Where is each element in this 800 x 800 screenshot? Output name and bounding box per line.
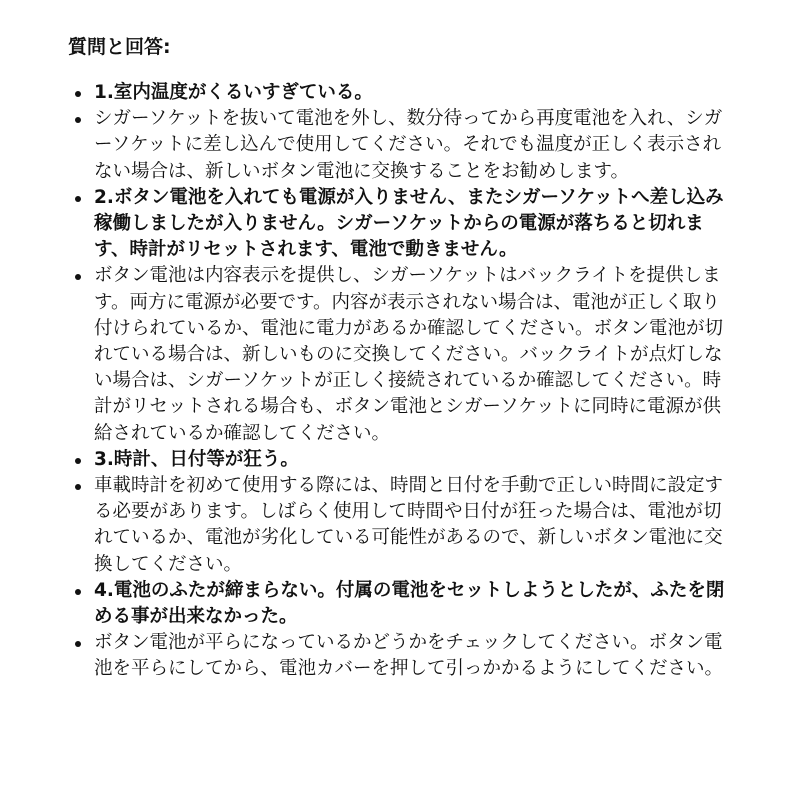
bullet-icon <box>75 641 81 647</box>
answer-text: ボタン電池が平らになっているかどうかをチェックしてください。ボタン電池を平らにしてから、電池カバーを押して引っかかるようにしてください。 <box>94 632 724 680</box>
bullet-icon <box>75 589 81 595</box>
faq-question-2 <box>68 185 738 264</box>
answer-text: 車載時計を初めて使用する際には、時間と日付を手動で正しい時間に設定する必要があります。しばらく使用して時間や日付が狂った場合は、電池が切れているか、電池が劣化している可能性があるので、新しいボタン電池に交換してください。 <box>94 475 724 575</box>
faq-question-3 <box>68 447 738 473</box>
bullet-icon <box>75 91 81 97</box>
bullet-icon <box>75 274 81 280</box>
question-text: 3.時計、日付等が狂う。 <box>94 448 299 470</box>
question-text: 4.電池のふたが締まらない。付属の電池をセットしようとしたが、ふたを閉める事が出来なかった。 <box>94 579 725 628</box>
question-text: 1.室内温度がくるいすぎている。 <box>94 82 373 103</box>
faq-answer-2 <box>68 263 738 446</box>
bullet-icon <box>75 458 81 464</box>
faq-answer-3 <box>68 473 738 578</box>
question-text: 2.ボタン電池を入れても電源が入りません、またシガーソケットへ差し込み稼働しましたが入りません。シガーソケットからの電源が落ちると切れます、時計がリセットされます、電池で動きません。 <box>94 186 724 261</box>
faq-list <box>68 80 738 683</box>
faq-question-1 <box>68 80 738 106</box>
answer-text: ボタン電池は内容表示を提供し、シガーソケットはバックライトを提供します。両方に電源が必要です。内容が表示されない場合は、電池が正しく取り付けられているか、電池に電力があるか確認してください。ボタン電池が切れている場合は、新しいものに交換してください。バックライトが点灯しない場合は、シガーソケットが正しく接続されているか確認してください。時計がリセットされる場合も、ボタン電池とシガーソケットに同時に電源が供給されているか確認してください。 <box>94 265 724 444</box>
faq-answer-1 <box>68 106 738 185</box>
answer-text: シガーソケットを抜いて電池を外し、数分待ってから再度電池を入れ、シガーソケットに差し込んで使用してください。それでも温度が正しく表示されない場合は、新しいボタン電池に交換することをお勧めします。 <box>94 108 723 182</box>
faq-question-4 <box>68 578 738 630</box>
faq-answer-4 <box>68 630 738 682</box>
faq-heading: 質問と回答: <box>68 36 171 58</box>
bullet-icon <box>75 196 81 202</box>
bullet-icon <box>75 484 81 490</box>
bullet-icon <box>75 117 81 123</box>
